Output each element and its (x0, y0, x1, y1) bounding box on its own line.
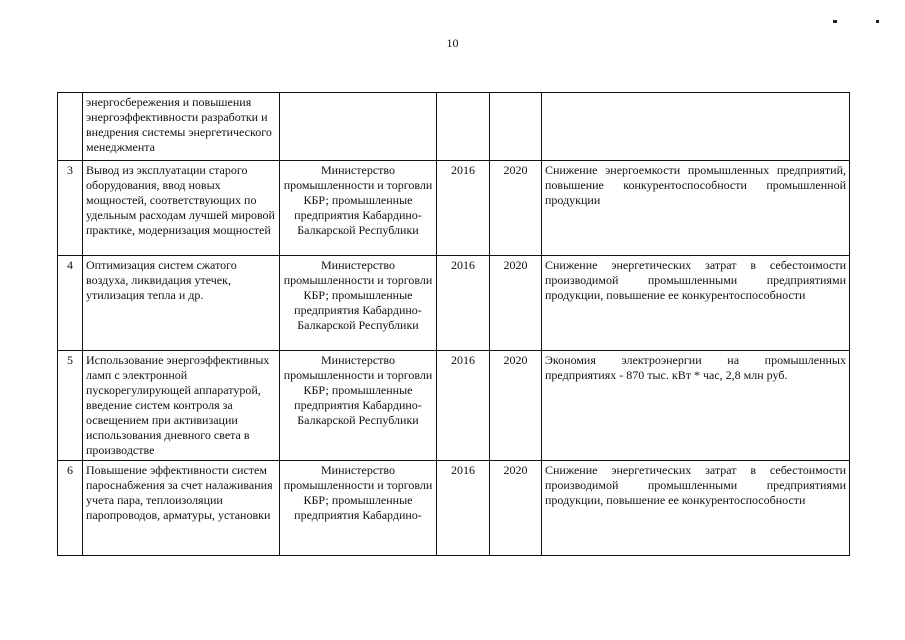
start-year-cell: 2016 (437, 256, 490, 351)
result-cell: Снижение энергетических затрат в себестоимости производимой промышленными предприятиями продукции, повышение ее конкурентоспособности (542, 256, 850, 351)
action-cell: энергосбережения и повышения энергоэффективности разработки и внедрения системы энергетического менеджмента (83, 93, 280, 161)
result-cell: Снижение энергоемкости промышленных предприятий, повышение конкурентоспособности промышленной продукции (542, 161, 850, 256)
start-year-cell: 2016 (437, 351, 490, 461)
action-cell: Вывод из эксплуатации старого оборудования, ввод новых мощностей, соответствующих по удельным расходам лучшей мировой практике, модернизация мощностей (83, 161, 280, 256)
scan-mark (876, 20, 879, 23)
action-cell: Использование энергоэффективных ламп с электронной пускорегулирующей аппаратурой, введение систем контроля за освещением при активизации использования дневного света в производстве (83, 351, 280, 461)
row-number: 6 (58, 461, 83, 556)
result-cell: Экономия электроэнергии на промышленных предприятиях - 870 тыс. кВт * час, 2,8 млн руб. (542, 351, 850, 461)
executor-text: Министерство промышленности и торговли КБР; промышленные предприятия Кабардино- (283, 463, 433, 522)
table-row (58, 256, 850, 351)
end-year-cell: 2020 (490, 161, 542, 256)
table-row (58, 351, 850, 461)
page-number: 10 (446, 36, 459, 50)
result-cell: Снижение энергетических затрат в себестоимости производимой промышленными предприятиями продукции, повышение ее конкурентоспособности (542, 461, 850, 556)
executor-cell (280, 93, 437, 161)
row-number: 5 (58, 351, 83, 461)
action-text: Повышение эффективности систем пароснабжения за счет налаживания учета пара, теплоизоляции паропроводов, арматуры, установки (86, 463, 273, 522)
executor-cell: Министерство промышленности и торговли КБР; промышленные предприятия Кабардино-Балкарской Республики (280, 256, 437, 351)
row-number (58, 93, 83, 161)
executor-cell: Министерство промышленности и торговли КБР; промышленные предприятия Кабардино-Балкарской Республики (280, 351, 437, 461)
result-cell (542, 93, 850, 161)
start-year-cell: 2016 (437, 461, 490, 556)
row-number: 3 (58, 161, 83, 256)
start-year-cell (437, 93, 490, 161)
table-row (58, 161, 850, 256)
table-row (58, 93, 850, 161)
end-year-cell: 2020 (490, 351, 542, 461)
end-year-cell (490, 93, 542, 161)
table-row (58, 461, 850, 556)
executor-cell (280, 461, 437, 556)
scan-mark (833, 20, 837, 23)
action-cell: Оптимизация систем сжатого воздуха, ликвидация утечек, утилизация тепла и др. (83, 256, 280, 351)
end-year-cell: 2020 (490, 256, 542, 351)
executor-cell: Министерство промышленности и торговли КБР; промышленные предприятия Кабардино-Балкарской Республики (280, 161, 437, 256)
end-year-cell: 2020 (490, 461, 542, 556)
start-year-cell: 2016 (437, 161, 490, 256)
row-number: 4 (58, 256, 83, 351)
measures-table (57, 92, 850, 556)
action-cell (83, 461, 280, 556)
